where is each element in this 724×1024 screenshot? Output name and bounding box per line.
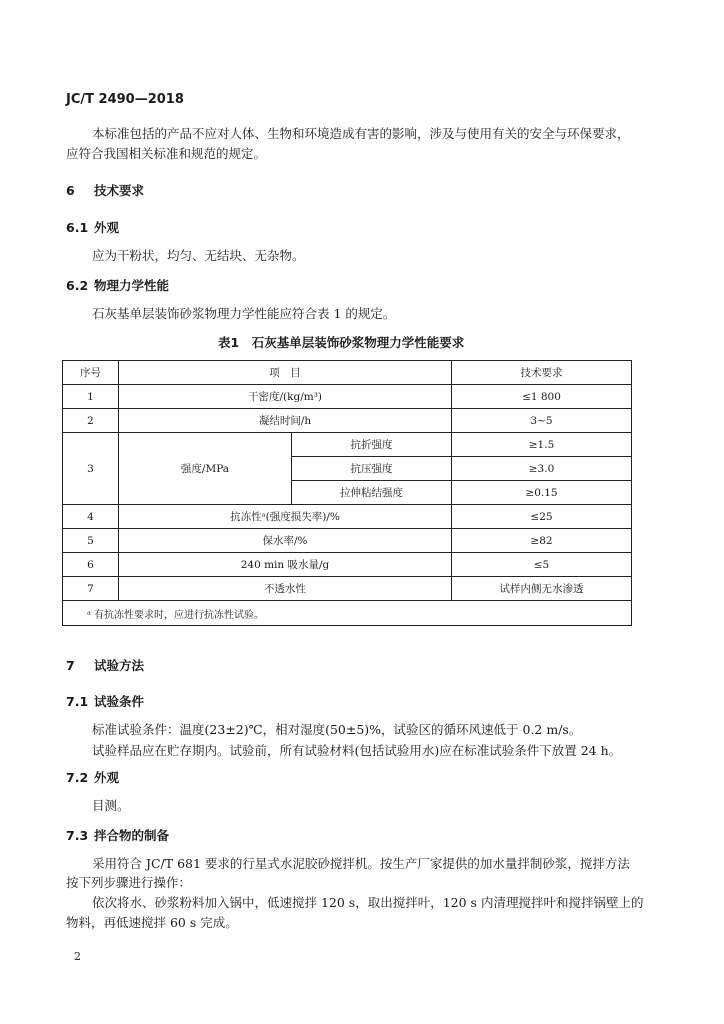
row-item: 240 min 吸水量/g bbox=[119, 553, 452, 577]
row-req: ≤1 800 bbox=[452, 385, 632, 409]
section-title: 技术要求 bbox=[94, 183, 145, 198]
section-7-2-heading bbox=[66, 768, 119, 786]
section-6-1-heading bbox=[66, 218, 119, 236]
table-caption: 表1 石灰基单层装饰砂浆物理力学性能要求 bbox=[218, 335, 465, 350]
row-req: ≥3.0 bbox=[452, 457, 632, 481]
row-group: 强度/MPa bbox=[119, 433, 292, 505]
section-number: 6.2 bbox=[66, 278, 89, 293]
section-6-2-text: 石灰基单层装饰砂浆物理力学性能应符合表 1 的规定。 bbox=[92, 306, 396, 321]
table-row bbox=[63, 433, 632, 457]
header-req: 技术要求 bbox=[452, 361, 632, 385]
row-no: 7 bbox=[63, 577, 119, 601]
section-7-1-line-1: 标准试验条件：温度(23±2)℃，相对湿度(50±5)%，试验区的循环风速低于 0.2 m/s。 bbox=[92, 722, 582, 737]
row-no: 1 bbox=[63, 385, 119, 409]
table-row bbox=[63, 409, 632, 433]
section-title: 外观 bbox=[94, 770, 120, 785]
section-number: 6.1 bbox=[66, 220, 89, 235]
table-row bbox=[63, 385, 632, 409]
section-title: 外观 bbox=[94, 220, 120, 235]
row-req: ≥1.5 bbox=[452, 433, 632, 457]
row-no: 5 bbox=[63, 529, 119, 553]
row-item: 抗冻性ᵃ(强度损失率)/% bbox=[119, 505, 452, 529]
section-number: 7.2 bbox=[66, 770, 89, 785]
row-no: 2 bbox=[63, 409, 119, 433]
table-row bbox=[63, 529, 632, 553]
section-number: 7.3 bbox=[66, 828, 89, 843]
row-no: 3 bbox=[63, 433, 119, 505]
header-no: 序号 bbox=[63, 361, 119, 385]
row-item: 不透水性 bbox=[119, 577, 452, 601]
row-req: ≥0.15 bbox=[452, 481, 632, 505]
section-6-heading bbox=[66, 181, 144, 199]
table-footnote-row bbox=[63, 601, 632, 626]
row-subitem: 抗压强度 bbox=[292, 457, 452, 481]
section-title: 试验条件 bbox=[94, 694, 145, 709]
row-req: ≥82 bbox=[452, 529, 632, 553]
section-number: 6 bbox=[66, 183, 75, 198]
section-title: 拌合物的制备 bbox=[94, 828, 170, 843]
section-7-3-line-1: 采用符合 JC/T 681 要求的行星式水泥胶砂搅拌机。按生产厂家提供的加水量拌制砂浆，搅拌方法 bbox=[92, 856, 630, 871]
properties-table bbox=[62, 360, 632, 626]
section-6-1-text: 应为干粉状，均匀、无结块、无杂物。 bbox=[92, 248, 305, 263]
section-number: 7 bbox=[66, 658, 75, 673]
row-req: ≤25 bbox=[452, 505, 632, 529]
row-item: 凝结时间/h bbox=[119, 409, 452, 433]
row-no: 4 bbox=[63, 505, 119, 529]
section-7-2-text: 目测。 bbox=[92, 798, 130, 813]
table-header-row bbox=[63, 361, 632, 385]
section-7-3-heading bbox=[66, 826, 169, 844]
section-title: 物理力学性能 bbox=[94, 278, 170, 293]
table-row bbox=[63, 577, 632, 601]
table-row bbox=[63, 553, 632, 577]
row-item: 干密度/(kg/m³) bbox=[119, 385, 452, 409]
section-6-2-heading bbox=[66, 276, 169, 294]
section-7-3-line-3: 依次将水、砂浆粉料加入锅中，低速搅拌 120 s，取出搅拌叶，120 s 内清理搅拌叶和搅拌锅壁上的 bbox=[92, 895, 644, 910]
section-7-1-line-2: 试验样品应在贮存期内。试验前，所有试验材料(包括试验用水)应在标准试验条件下放置 24 h。 bbox=[92, 743, 622, 758]
section-7-3-line-4: 物料，再低速搅拌 60 s 完成。 bbox=[66, 915, 238, 930]
row-req: 3~5 bbox=[452, 409, 632, 433]
page-number: 2 bbox=[74, 950, 81, 963]
section-7-1-heading bbox=[66, 692, 144, 710]
row-no: 6 bbox=[63, 553, 119, 577]
section-number: 7.1 bbox=[66, 694, 89, 709]
row-req: 试样内侧无水渗透 bbox=[452, 577, 632, 601]
intro-line-2: 应符合我国相关标准和规范的规定。 bbox=[66, 146, 267, 161]
header-item: 项 目 bbox=[119, 361, 452, 385]
table-footnote: ᵃ 有抗冻性要求时，应进行抗冻性试验。 bbox=[63, 601, 632, 626]
section-7-3-line-2: 按下列步骤进行操作： bbox=[66, 875, 192, 890]
table-row bbox=[63, 505, 632, 529]
row-item: 保水率/% bbox=[119, 529, 452, 553]
intro-line-1: 本标准包括的产品不应对人体、生物和环境造成有害的影响，涉及与使用有关的安全与环保要求， bbox=[92, 126, 630, 141]
row-req: ≤5 bbox=[452, 553, 632, 577]
row-subitem: 拉伸粘结强度 bbox=[292, 481, 452, 505]
section-7-heading bbox=[66, 656, 144, 674]
standard-code: JC/T 2490—2018 bbox=[66, 92, 184, 107]
row-subitem: 抗折强度 bbox=[292, 433, 452, 457]
section-title: 试验方法 bbox=[94, 658, 145, 673]
